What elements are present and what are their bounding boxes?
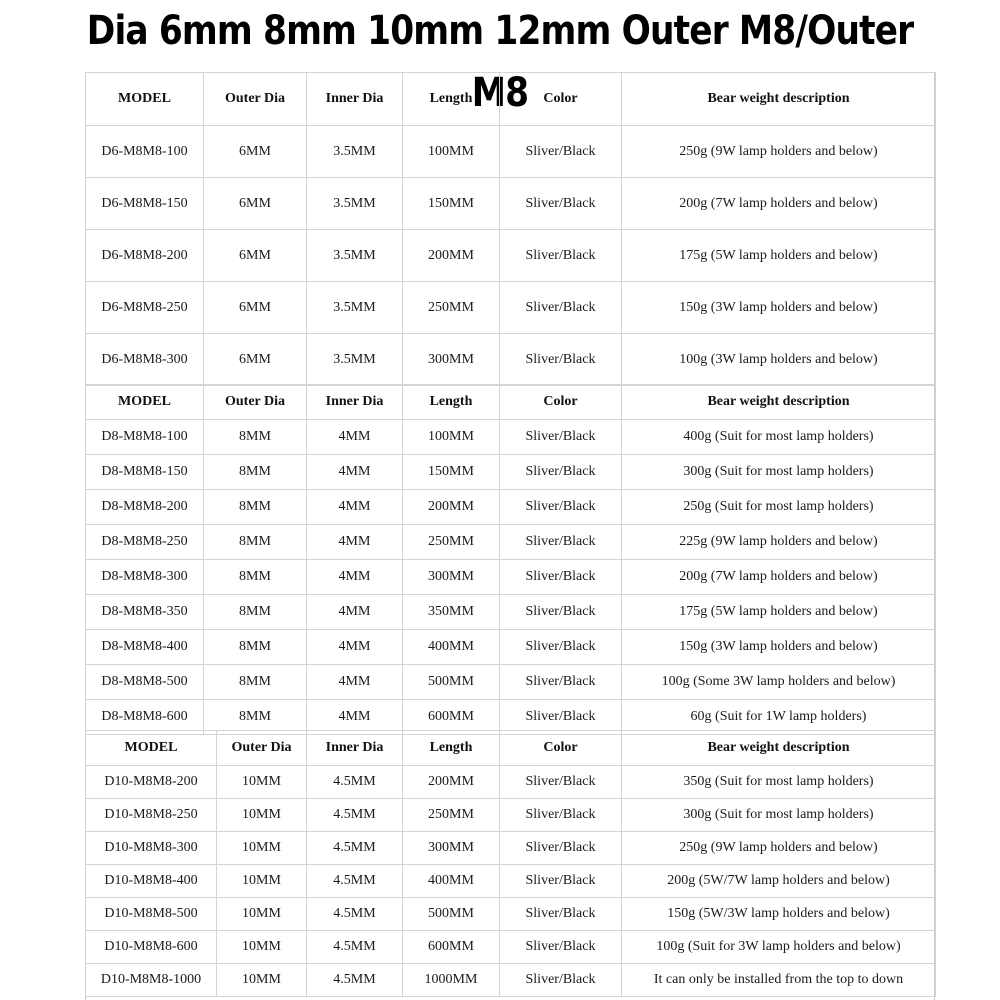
cell-inner-dia: 4MM xyxy=(307,455,403,490)
cell-inner-dia: 3.5MM xyxy=(307,178,403,230)
spec-table-d8 xyxy=(85,384,936,735)
header-length: Length xyxy=(403,385,500,420)
cell-outer-dia: 10MM xyxy=(217,832,307,865)
cell-model: D10-M8M8-500 xyxy=(86,898,217,931)
header-inner-dia: Inner Dia xyxy=(307,731,403,766)
cell-outer-dia: 10MM xyxy=(217,865,307,898)
table-row xyxy=(86,799,936,832)
cell-color: Sliver/Black xyxy=(500,964,622,997)
cell-outer-dia: 6MM xyxy=(204,334,307,386)
cell-inner-dia: 3.5MM xyxy=(307,230,403,282)
cell-color: Sliver/Black xyxy=(500,525,622,560)
cell-bear-weight: 100g (Some 3W lamp holders and below) xyxy=(622,665,936,700)
header-model: MODEL xyxy=(86,731,217,766)
cell-inner-dia: 4.5MM xyxy=(307,931,403,964)
cell-bear-weight: 150g (5W/3W lamp holders and below) xyxy=(622,898,936,931)
cell-color: Sliver/Black xyxy=(500,420,622,455)
cell-length: 400MM xyxy=(403,865,500,898)
cell-color: Sliver/Black xyxy=(500,490,622,525)
cell-outer-dia: 8MM xyxy=(204,490,307,525)
cell-model: D8-M8M8-100 xyxy=(86,420,204,455)
cell-inner-dia: 4MM xyxy=(307,490,403,525)
table-row xyxy=(86,525,936,560)
cell-length: 500MM xyxy=(403,898,500,931)
cell-inner-dia: 4MM xyxy=(307,630,403,665)
cell-bear-weight: 300g (Suit for most lamp holders) xyxy=(622,799,936,832)
cell-model: D10-M8M8-600 xyxy=(86,931,217,964)
page-title: Dia 6mm 8mm 10mm 12mm Outer M8/Outer M8 xyxy=(86,8,914,116)
cell-color: Sliver/Black xyxy=(500,334,622,386)
cell-inner-dia: 4.5MM xyxy=(307,832,403,865)
table-row xyxy=(86,560,936,595)
cell-bear-weight: 100g (Suit for 3W lamp holders and below) xyxy=(622,931,936,964)
cell-model: D8-M8M8-600 xyxy=(86,700,204,735)
header-row xyxy=(86,731,936,766)
cell-color: Sliver/Black xyxy=(500,230,622,282)
cell-outer-dia: 6MM xyxy=(204,230,307,282)
cell-outer-dia: 8MM xyxy=(204,560,307,595)
spec-table-d6 xyxy=(85,72,936,386)
cell-color: Sliver/Black xyxy=(500,700,622,735)
cell-color: Sliver/Black xyxy=(500,630,622,665)
cell-inner-dia: 4.5MM xyxy=(307,766,403,799)
cell-bear-weight: 200g (5W/7W lamp holders and below) xyxy=(622,865,936,898)
table-row xyxy=(86,931,936,964)
table-row xyxy=(86,334,936,386)
table-row xyxy=(86,630,936,665)
cell-bear-weight: 100g (3W lamp holders and below) xyxy=(622,334,936,386)
cell-model: D6-M8M8-250 xyxy=(86,282,204,334)
table-row xyxy=(86,178,936,230)
cell-inner-dia: 4.5MM xyxy=(307,799,403,832)
cell-color: Sliver/Black xyxy=(500,595,622,630)
cell-outer-dia: 8MM xyxy=(204,595,307,630)
cell-bear-weight: 250g (9W lamp holders and below) xyxy=(622,126,936,178)
header-inner-dia: Inner Dia xyxy=(307,385,403,420)
header-model: MODEL xyxy=(86,385,204,420)
cell-bear-weight: 400g (Suit for most lamp holders) xyxy=(622,420,936,455)
cell-model: D10-M8M8-200 xyxy=(86,766,217,799)
spec-table-d10 xyxy=(85,730,936,997)
cell-inner-dia: 4MM xyxy=(307,700,403,735)
cell-outer-dia: 8MM xyxy=(204,525,307,560)
cell-model: D8-M8M8-500 xyxy=(86,665,204,700)
cell-outer-dia: 8MM xyxy=(204,700,307,735)
cell-length: 600MM xyxy=(403,700,500,735)
header-model: MODEL xyxy=(86,73,204,126)
cell-outer-dia: 10MM xyxy=(217,766,307,799)
cell-model: D8-M8M8-350 xyxy=(86,595,204,630)
cell-model: D6-M8M8-200 xyxy=(86,230,204,282)
cell-color: Sliver/Black xyxy=(500,898,622,931)
header-bear-weight: Bear weight description xyxy=(622,385,936,420)
cell-bear-weight: 175g (5W lamp holders and below) xyxy=(622,230,936,282)
header-length: Length xyxy=(403,73,500,126)
header-row xyxy=(86,385,936,420)
cell-outer-dia: 10MM xyxy=(217,931,307,964)
cell-length: 350MM xyxy=(403,595,500,630)
table-row xyxy=(86,282,936,334)
header-color: Color xyxy=(500,385,622,420)
table-row xyxy=(86,595,936,630)
header-length: Length xyxy=(403,731,500,766)
table-row xyxy=(86,766,936,799)
cell-bear-weight: 175g (5W lamp holders and below) xyxy=(622,595,936,630)
cell-outer-dia: 8MM xyxy=(204,455,307,490)
cell-color: Sliver/Black xyxy=(500,799,622,832)
cell-outer-dia: 8MM xyxy=(204,630,307,665)
cell-bear-weight: 350g (Suit for most lamp holders) xyxy=(622,766,936,799)
cell-length: 400MM xyxy=(403,630,500,665)
cell-length: 250MM xyxy=(403,282,500,334)
cell-bear-weight: 300g (Suit for most lamp holders) xyxy=(622,455,936,490)
cell-outer-dia: 8MM xyxy=(204,665,307,700)
header-inner-dia: Inner Dia xyxy=(307,73,403,126)
cell-inner-dia: 4.5MM xyxy=(307,964,403,997)
cell-inner-dia: 3.5MM xyxy=(307,334,403,386)
cell-color: Sliver/Black xyxy=(500,832,622,865)
header-color: Color xyxy=(500,731,622,766)
cell-outer-dia: 8MM xyxy=(204,420,307,455)
table-row xyxy=(86,230,936,282)
header-row xyxy=(86,73,936,126)
cell-inner-dia: 4MM xyxy=(307,420,403,455)
table-row xyxy=(86,665,936,700)
cell-color: Sliver/Black xyxy=(500,665,622,700)
cell-model: D10-M8M8-250 xyxy=(86,799,217,832)
cell-model: D8-M8M8-300 xyxy=(86,560,204,595)
cell-length: 200MM xyxy=(403,230,500,282)
cell-model: D6-M8M8-300 xyxy=(86,334,204,386)
cell-bear-weight: It can only be installed from the top to down xyxy=(622,964,936,997)
header-outer-dia: Outer Dia xyxy=(217,731,307,766)
cell-model: D6-M8M8-150 xyxy=(86,178,204,230)
table-row xyxy=(86,865,936,898)
cell-inner-dia: 4MM xyxy=(307,595,403,630)
cell-outer-dia: 6MM xyxy=(204,126,307,178)
cell-bear-weight: 250g (Suit for most lamp holders) xyxy=(622,490,936,525)
cell-outer-dia: 6MM xyxy=(204,282,307,334)
cell-length: 300MM xyxy=(403,832,500,865)
cell-outer-dia: 10MM xyxy=(217,898,307,931)
table-row xyxy=(86,964,936,997)
cell-length: 250MM xyxy=(403,799,500,832)
cell-model: D8-M8M8-400 xyxy=(86,630,204,665)
cell-model: D6-M8M8-100 xyxy=(86,126,204,178)
cell-model: D10-M8M8-400 xyxy=(86,865,217,898)
cell-color: Sliver/Black xyxy=(500,282,622,334)
table-row xyxy=(86,455,936,490)
table-row xyxy=(86,832,936,865)
cell-bear-weight: 150g (3W lamp holders and below) xyxy=(622,630,936,665)
cell-length: 150MM xyxy=(403,455,500,490)
cell-model: D8-M8M8-150 xyxy=(86,455,204,490)
header-bear-weight: Bear weight description xyxy=(622,73,936,126)
cell-outer-dia: 10MM xyxy=(217,799,307,832)
table-row xyxy=(86,126,936,178)
table-row xyxy=(86,898,936,931)
cell-color: Sliver/Black xyxy=(500,931,622,964)
cell-inner-dia: 4.5MM xyxy=(307,898,403,931)
cell-bear-weight: 200g (7W lamp holders and below) xyxy=(622,560,936,595)
cell-color: Sliver/Black xyxy=(500,560,622,595)
table-row xyxy=(86,420,936,455)
cell-length: 500MM xyxy=(403,665,500,700)
header-color: Color xyxy=(500,73,622,126)
cell-inner-dia: 3.5MM xyxy=(307,126,403,178)
cell-color: Sliver/Black xyxy=(500,455,622,490)
cell-length: 300MM xyxy=(403,334,500,386)
cell-outer-dia: 10MM xyxy=(217,964,307,997)
cell-outer-dia: 6MM xyxy=(204,178,307,230)
cell-length: 100MM xyxy=(403,420,500,455)
cell-length: 250MM xyxy=(403,525,500,560)
header-bear-weight: Bear weight description xyxy=(622,731,936,766)
cell-color: Sliver/Black xyxy=(500,766,622,799)
cell-bear-weight: 150g (3W lamp holders and below) xyxy=(622,282,936,334)
cell-model: D10-M8M8-1000 xyxy=(86,964,217,997)
cell-inner-dia: 4.5MM xyxy=(307,865,403,898)
cell-length: 300MM xyxy=(403,560,500,595)
cell-length: 1000MM xyxy=(403,964,500,997)
cell-model: D10-M8M8-300 xyxy=(86,832,217,865)
cell-inner-dia: 4MM xyxy=(307,560,403,595)
cell-model: D8-M8M8-200 xyxy=(86,490,204,525)
cell-inner-dia: 4MM xyxy=(307,525,403,560)
cell-inner-dia: 4MM xyxy=(307,665,403,700)
cell-color: Sliver/Black xyxy=(500,126,622,178)
cell-bear-weight: 60g (Suit for 1W lamp holders) xyxy=(622,700,936,735)
cell-bear-weight: 250g (9W lamp holders and below) xyxy=(622,832,936,865)
cell-model: D8-M8M8-250 xyxy=(86,525,204,560)
cell-color: Sliver/Black xyxy=(500,178,622,230)
cell-color: Sliver/Black xyxy=(500,865,622,898)
cell-bear-weight: 225g (9W lamp holders and below) xyxy=(622,525,936,560)
cell-bear-weight: 200g (7W lamp holders and below) xyxy=(622,178,936,230)
header-outer-dia: Outer Dia xyxy=(204,385,307,420)
cell-inner-dia: 3.5MM xyxy=(307,282,403,334)
table-row xyxy=(86,490,936,525)
cell-length: 200MM xyxy=(403,490,500,525)
cell-length: 150MM xyxy=(403,178,500,230)
cell-length: 200MM xyxy=(403,766,500,799)
header-outer-dia: Outer Dia xyxy=(204,73,307,126)
cell-length: 600MM xyxy=(403,931,500,964)
cell-length: 100MM xyxy=(403,126,500,178)
